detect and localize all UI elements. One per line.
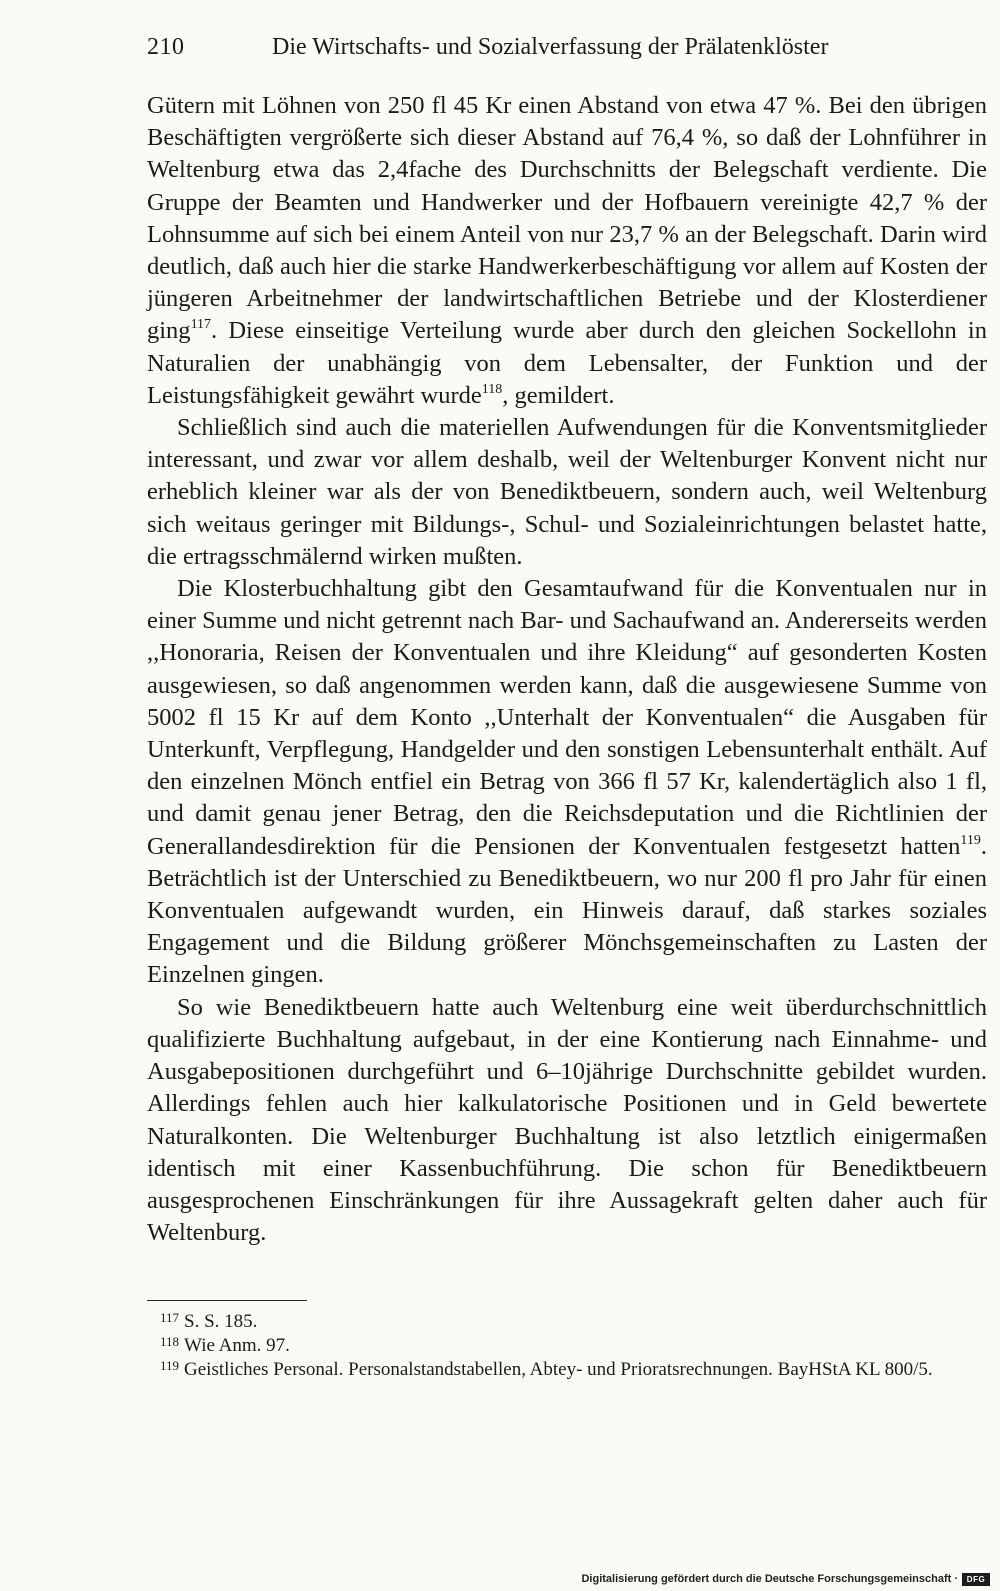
paragraph-4: So wie Benediktbeuern hatte auch Weltenburg eine weit überdurchschnittlich qualifizierte Buchhaltung aufgebaut, in der eine Kontierung nach Einnahme- und Ausgabepositionen durchgeführt und 6–10jährige Durchschnitte gebildet wurden. Allerdings fehlen auch hier kalkulatorische Positionen und in Geld bewertete Naturalkonten. Die Weltenburger Buchhaltung ist also letztlich einigermaßen identisch mit einer Kassenbuchführung. Die schon für Benediktbeuern ausgesprochenen Einschränkungen für ihre Aussagekraft gelten daher auch für Weltenburg. — [147, 993, 987, 1247]
paragraph-1-text-a: Gütern mit Löhnen von 250 fl 45 Kr einen Abstand von etwa 47 %. Bei den übrigen Beschäftigten vergrößerte sich dieser Abstand auf 76,4 %, so daß der Lohnführer in Weltenburg etwa das 2,4fache des Durchschnitts der Belegschaft verdiente. Die Gruppe der Beamten und Handwerker und der Hofbauern vereinigte 42,7 % der Lohnsumme auf sich bei einem Anteil von nur 23,7 % an der Belegschaft. Darin wird deutlich, daß auch hier die starke Handwerkerbeschäftigung vor allem auf Kosten der jüngeren Arbeitnehmer der landwirtschaftlichen Betriebe und der Klosterdiener ging — [147, 92, 987, 345]
footnotes — [147, 1310, 987, 1382]
footnote-divider — [147, 1300, 307, 1301]
footnote-118 — [147, 1334, 987, 1358]
footnote-number: 119 — [160, 1358, 180, 1373]
footnote-ref-117[interactable]: 117 — [190, 317, 212, 333]
digitization-notice-text: Digitalisierung gefördert durch die Deutsche Forschungsgemeinschaft · — [581, 1573, 958, 1585]
paragraph-1-text-c: , gemildert. — [502, 381, 615, 409]
footnote-number: 117 — [160, 1310, 180, 1325]
paragraph-3 — [147, 573, 987, 992]
footnote-text: Geistliches Personal. Personalstandstabellen, Abtey- und Prioratsrechnungen. BayHStA KL 800/5. — [184, 1359, 933, 1380]
running-head-title: Die Wirtschafts- und Sozialverfassung der Prälatenklöster — [272, 34, 829, 60]
body-text — [147, 90, 987, 1249]
dfg-logo: DFG — [962, 1573, 990, 1586]
footnote-117 — [147, 1310, 987, 1334]
paragraph-1-text-b: . Diese einseitige Verteilung wurde aber durch den gleichen Sockellohn in Naturalien der unabhängig von dem Lebensalter, der Funktion und der Leistungsfähigkeit gewährt wurde — [147, 317, 987, 409]
running-head — [147, 32, 987, 62]
footnote-text: Wie Anm. 97. — [184, 1335, 290, 1356]
digitization-notice — [581, 1571, 990, 1587]
paragraph-1 — [147, 90, 987, 412]
paragraph-2: Schließlich sind auch die materiellen Aufwendungen für die Konventsmitglieder interessant, und zwar vor allem deshalb, weil der Weltenburger Konvent nicht nur erheblich kleiner war als der von Benediktbeuern, sondern auch, weil Weltenburg sich weitaus geringer mit Bildungs-, Schul- und Sozialeinrichtungen belastet hatte, die ertragsschmälernd wirken mußten. — [147, 414, 987, 570]
paragraph-3-text-a: Die Klosterbuchhaltung gibt den Gesamtaufwand für die Konventualen nur in einer Summe und nicht getrennt nach Bar- und Sachaufwand an. Andererseits werden ,,Honoraria, Reisen der Konventualen und ihre Kleidung“ auf gesonderten Kosten ausgewiesen, so daß angenommen werden kann, daß die ausgewiesene Summe von 5002 fl 15 Kr auf dem Konto ,,Unterhalt der Konventualen“ die Ausgaben für Unterkunft, Verpflegung, Handgelder und den sonstigen Lebensunterhalt enthält. Auf den einzelnen Mönch entfiel ein Betrag von 366 fl 57 Kr, kalendertäglich also 1 fl, und damit genau jener Betrag, den die Reichsdeputation und die Richtlinien der Generallandesdirektion für die Pensionen der Konventualen festgesetzt hatten — [147, 575, 987, 860]
page-number: 210 — [147, 34, 185, 60]
footnote-119 — [147, 1358, 987, 1382]
footnote-text: S. S. 185. — [184, 1311, 258, 1332]
paragraph-3-text-b: . Beträchtlich ist der Unterschied zu Benediktbeuern, wo nur 200 fl pro Jahr für einen Konventualen aufgewandt wurden, ein Hinweis darauf, daß starkes soziales Engagement und die Bildung größerer Mönchsgemeinschaften zu Lasten der Einzelnen gingen. — [147, 832, 987, 989]
footnote-number: 118 — [160, 1334, 180, 1349]
footnote-ref-118[interactable]: 118 — [481, 381, 503, 397]
footnote-ref-119[interactable]: 119 — [960, 832, 981, 848]
